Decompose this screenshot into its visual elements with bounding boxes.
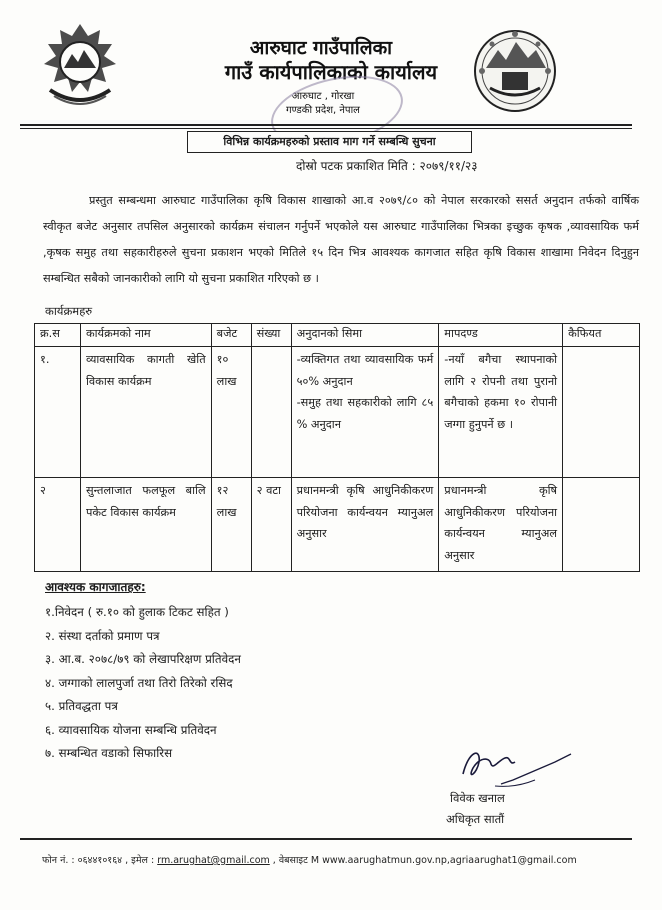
cell-grant-limit [291,347,439,478]
col-header-budget: बजेट [211,324,251,347]
list-item: १.निवेदन ( रु.१० को हुलाक टिकट सहित ) [45,605,229,619]
phone-label: फोन नं. : [42,855,75,866]
published-date: दोस्रो पटक प्रकाशित मिति : २०७९/११/२३ [296,159,478,173]
signatory-name: विवेक खनाल [450,791,505,805]
col-header-name: कार्यक्रमको नाम [80,324,211,347]
address-line-1: आरुघाट , गोरखा [291,91,355,102]
col-header-count: संख्या [251,324,291,347]
programs-table [34,323,640,572]
cell-program-name: व्यावसायिक कागती खेति विकास कार्यक्रम [80,347,211,478]
col-header-remarks: कैफियत [563,324,640,347]
cell-budget: १० लाख [211,347,251,478]
documents-list [45,601,241,766]
cell-remarks [563,478,640,572]
signatory-title: अधिकृत सातौं [446,812,505,826]
list-item: ३. आ.ब. २०७८/७९ को लेखापरिक्षण प्रतिवेदन [45,652,241,666]
office-name: आरुघाट गाउँपालिका [249,37,393,59]
phone-number: ०६४४१०१६४ [77,855,123,866]
list-item: ६. व्यावसायिक योजना सम्बन्धि प्रतिवेदन [45,722,217,737]
cell-grant-limit: प्रधानमन्त्री कृषि आधुनिकीकरण परियोजना कार्यन्वयन म्यानुअल अनुसार [291,478,439,572]
programs-label: कार्यक्रमहरु [45,304,93,318]
cell-budget: १२ लाख [211,478,251,572]
list-item: ४. जग्गाको लालपुर्जा तथा तिरो तिरेको रसिद [45,675,233,690]
table-row [35,478,640,572]
cell-criteria: -नयाँ बगैचा स्थापनाको लागि २ रोपनी तथा पुरानो बगैचाको हकमा १० रोपानी जग्गा हुनुपर्ने छ । [439,347,563,478]
address-line-2: गण्डकी प्रदेश, नेपाल [286,105,360,116]
notice-subject: विभिन्न कार्यक्रमहरुको प्रस्ताव माग गर्ने सम्बन्धि सुचना [187,131,472,153]
cell-count [251,347,291,478]
header-divider-thick [20,124,632,126]
cell-count: २ वटा [251,478,291,572]
notice-body-text: प्रस्तुत सम्बन्धमा आरुघाट गाउँपालिका कृषि विकास शाखाको आ.व २०७९/८० को नेपाल सरकारको ससर्त अनुदान तर्फको वार्षिक स्वीकृत बजेट अनुसार तपसिल अनुसारको कार्यक्रम संचालन गर्नुपर्ने भएकोले यस आरुघाट गाउँपालिका भित्रका इच्छुक कृषक ,व्यावसायिक फर्म ,कृषक समुह तथा सहकारीहरुले सुचना प्रकाशन भएको मितिले १५ दिन भित्र आवश्यक कागजात सहित कृषि विकास शाखामा निवेदन दिनुहुन सम्बन्धित सबैको जानकारीको लागि यो सुचना प्रकाशित गरिएको छ । [43,194,639,285]
header-divider-thin [20,128,632,129]
col-header-grant-limit: अनुदानको सिमा [291,324,439,347]
handwritten-signature [455,740,585,792]
email-label: , इमेल : [125,855,155,866]
table-row [35,347,640,478]
documents-title: आवश्यक कागजातहरु: [45,580,146,594]
col-header-criteria: मापदण्ड [439,324,563,347]
list-item: २. संस्था दर्ताको प्रमाण पत्र [45,628,160,643]
office-title: गाउँ कार्यपालिकाको कार्यालय [224,60,438,84]
col-header-sn: क्र.स [35,324,81,347]
table-header-row [35,324,640,347]
cell-criteria: प्रधानमन्त्री कृषि आधुनिकीकरण परियोजना कार्यन्वयन म्यानुअल अनुसार [439,478,563,572]
footer-divider [20,838,632,840]
list-item: ५. प्रतिवद्धता पत्र [45,699,118,713]
grant-limit-individual: -व्यक्तिगत तथा व्यावसायिक फर्म ५०% अनुदान [296,353,434,388]
email-link[interactable]: rm.arughat@gmail.com [157,855,270,866]
notice-body [43,188,639,292]
website-label: , वेबसाइट M [272,855,320,866]
grant-limit-group: -समुह तथा सहकारीको लागि ८५ % अनुदान [296,396,434,431]
cell-sn: २ [35,478,81,572]
footer-contact [42,853,577,866]
cell-sn: १. [35,347,81,478]
cell-remarks [563,347,640,478]
cell-program-name: सुन्तलाजात फलफूल बालि पकेट विकास कार्यक्रम [80,478,211,572]
website-link[interactable]: www.aarughatmun.gov.np,agriaarughat1@gmail.com [322,855,577,866]
list-item: ७. सम्बन्धित वडाको सिफारिस [45,746,173,760]
